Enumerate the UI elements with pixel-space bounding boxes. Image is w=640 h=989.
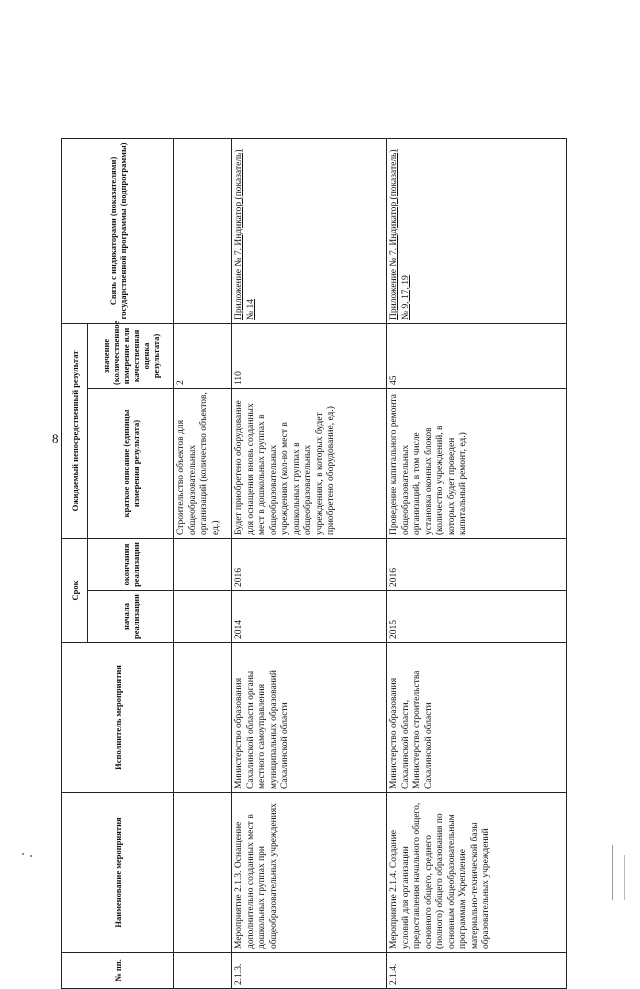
cell-link: Приложение № 7. Индикатор (показатель) № 9, 17, 19 (387, 138, 567, 323)
cell-desc: Будет приобретено оборудование для оснащения вновь созданных мест в дошкольных группах в общеобразовательных учреждениях (кол-во мест в дошкольных группах в общеобразовательных учреждениях, в которых будет приобретено оборудование, ед.) (232, 388, 387, 538)
cell-num: 2.1.4. (387, 953, 567, 989)
page-number: 8 (52, 431, 59, 446)
header-short-desc: краткое описание (единицы измерения результата) (88, 388, 174, 538)
cell-link (174, 138, 232, 323)
header-expected: Ожидаемый непосредственный результат (62, 323, 88, 538)
header-term-end: окончания реализации (88, 538, 174, 590)
cell-name: Мероприятие 2.1.4. Создание условий для организации предоставления начального общего, основного общего, среднего (полного) общего образования по основным общеобразовательным программам Укрепление материально-технической базы образовательных учреждений (387, 793, 567, 953)
header-term-start: начала реализации (88, 591, 174, 643)
header-value: значение (количественное измерение или качественная оценка результата) (88, 323, 174, 388)
cell-executor: Министерство образования Сахалинской области органы местного самоуправления муниципальных образований Сахалинской области (232, 643, 387, 793)
cell-value: 45 (387, 323, 567, 388)
table-row (387, 138, 567, 988)
cell-desc: Проведение капитального ремонта общеобразовательных организаций, в том числе установка оконных блоков (количество учреждений, в которых будет проведен капитальный ремонт, ед.) (387, 388, 567, 538)
scan-artifact-line (624, 855, 625, 900)
measures-table (61, 138, 567, 989)
cell-num (174, 953, 232, 989)
rotated-table-container (61, 139, 579, 989)
cell-end: 2016 (387, 538, 567, 590)
cell-name: Мероприятие 2.1.3. Оснащение дополнительно созданных мест в дошкольных группах при общеобразовательных учреждениях (232, 793, 387, 953)
cell-executor: Министерство образования Сахалинской области, Министерство строительства Сахалинской области (387, 643, 567, 793)
cell-num: 2.1.3. (232, 953, 387, 989)
table-row (174, 138, 232, 988)
header-executor: Исполнитель мероприятия (62, 643, 174, 793)
cell-value: 2 (174, 323, 232, 388)
header-num: № пп. (62, 953, 174, 989)
cell-start: 2015 (387, 591, 567, 643)
scan-speck (22, 853, 24, 855)
scan-artifact-line (612, 845, 613, 900)
table-row (232, 138, 387, 988)
cell-end (174, 538, 232, 590)
cell-end: 2016 (232, 538, 387, 590)
cell-executor (174, 643, 232, 793)
scan-speck (30, 855, 32, 857)
cell-link: Приложение № 7. Индикатор (показатель) № 14 (232, 138, 387, 323)
header-name: Наименование мероприятия (62, 793, 174, 953)
header-link: Связь с индикаторами (показателями) государственной программы (подпрограммы) (62, 138, 174, 323)
cell-value: 110 (232, 323, 387, 388)
cell-start: 2014 (232, 591, 387, 643)
cell-name (174, 793, 232, 953)
cell-desc: Строительство объектов для общеобразовательных организаций (количество объектов, ед.) (174, 388, 232, 538)
header-term: Срок (62, 538, 88, 642)
cell-start (174, 591, 232, 643)
